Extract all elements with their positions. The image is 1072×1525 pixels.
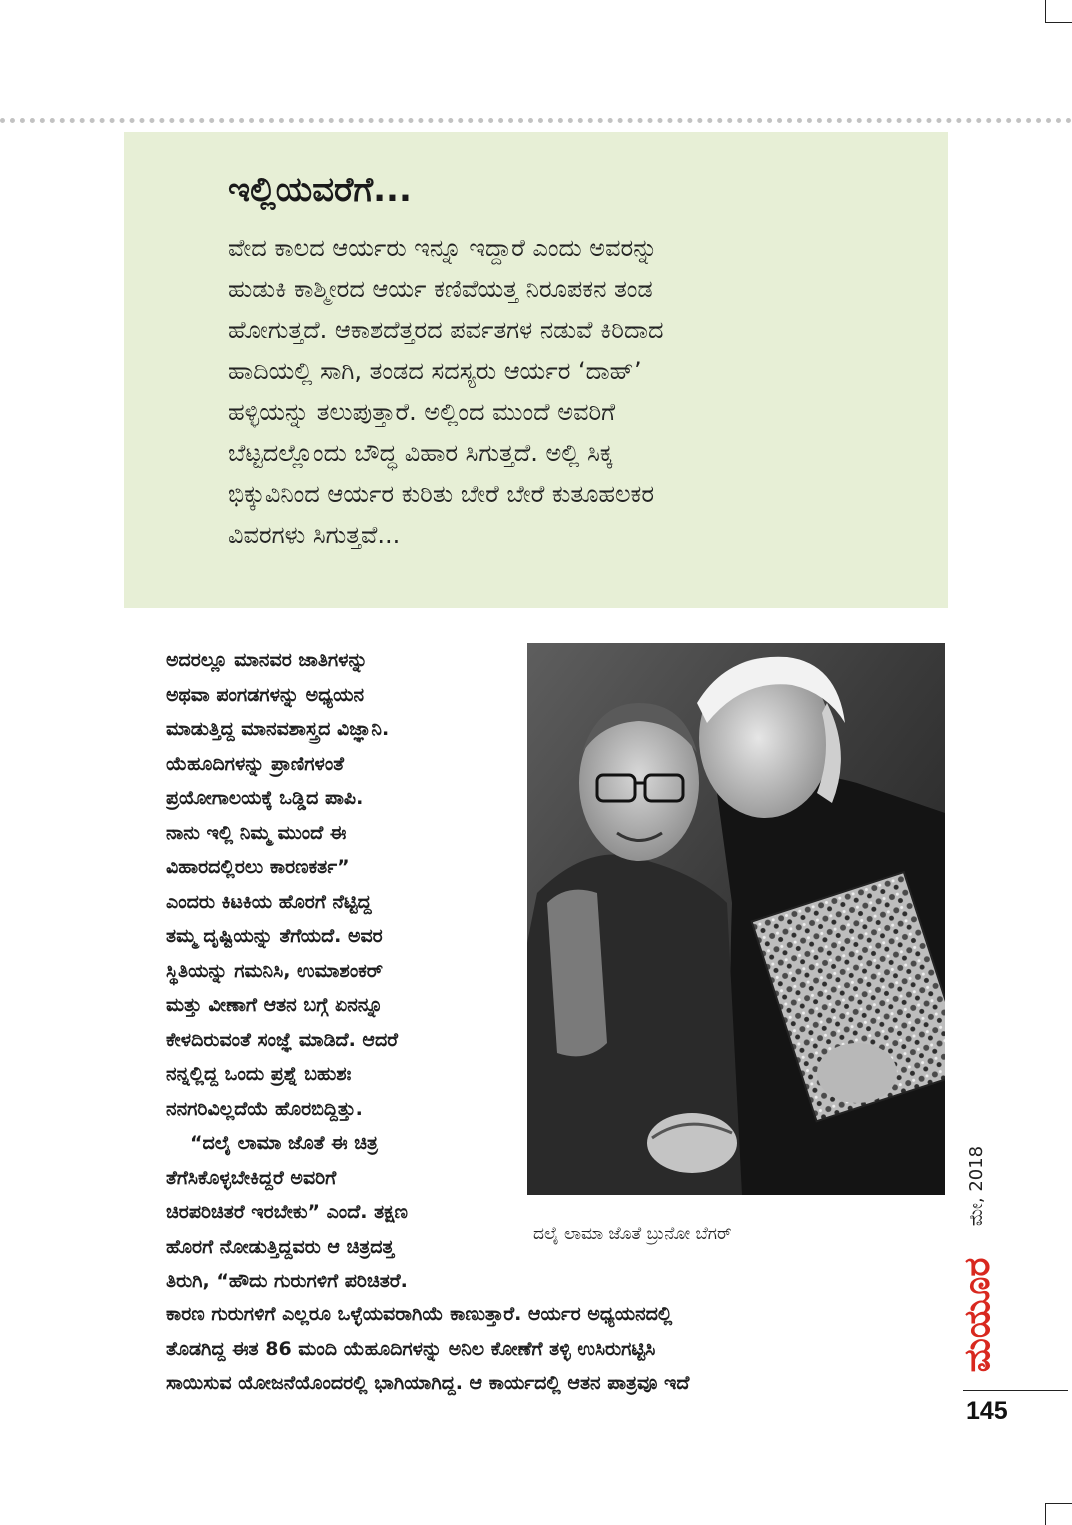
recap-line: ಹಳ್ಳಿಯನ್ನು ತಲುಪುತ್ತಾರೆ. ಅಲ್ಲಿಂದ ಮುಂದೆ ಅವರಿಗೆ <box>228 398 616 426</box>
article-line: ನಾನು ಇಲ್ಲಿ ನಿಮ್ಮ ಮುಂದೆ ಈ <box>166 821 347 844</box>
article-line: ಚಿರಪರಿಚಿತರೆ ಇರಬೇಕು” ಎಂದೆ. ತಕ್ಷಣ <box>166 1201 408 1223</box>
recap-line: ಭಿಕ್ಕುವಿನಿಂದ ಆರ್ಯರ ಕುರಿತು ಬೇರೆ ಬೇರೆ ಕುತೂಹಲಕರ <box>228 480 655 508</box>
recap-line: ವಿವರಗಳು ಸಿಗುತ್ತವೆ... <box>228 521 401 549</box>
article-line: ಹೊರಗೆ ನೋಡುತ್ತಿದ್ದವರು ಆ ಚಿತ್ರದತ್ತ <box>166 1235 395 1258</box>
page-number: 145 <box>966 1397 1008 1425</box>
recap-title: ಇಲ್ಲಿಯವರೆಗೆ... <box>228 170 412 210</box>
article-line: ಸ್ಥಿತಿಯನ್ನು ಗಮನಿಸಿ, ಉಮಾಶಂಕರ್ <box>166 959 384 982</box>
magazine-logo: ಮಯೂರ <box>957 1257 998 1373</box>
page-number-rule <box>963 1390 1068 1391</box>
recap-line: ಹುಡುಕಿ ಕಾಶ್ಮೀರದ ಆರ್ಯ ಕಣಿವೆಯತ್ತ ನಿರೂಪಕನ ತಂಡ <box>228 275 653 303</box>
man-hand-on-book <box>817 1043 897 1103</box>
article-line: ನನಗರಿವಿಲ್ಲದೆಯೆ ಹೊರಬಿದ್ದಿತ್ತು. <box>166 1097 363 1120</box>
article-line: ಯೆಹೂದಿಗಳನ್ನು ಪ್ರಾಣಿಗಳಂತೆ <box>166 752 345 775</box>
crop-mark-bottom-right-horizontal <box>1045 1503 1072 1504</box>
dotted-separator <box>0 118 1072 123</box>
article-column <box>166 643 511 1299</box>
recap-line: ಹಾದಿಯಲ್ಲಿ ಸಾಗಿ, ತಂಡದ ಸದಸ್ಯರು ಆರ್ಯರ ‘ದಾಹ್’ <box>228 357 642 385</box>
handshake <box>647 1113 737 1173</box>
article-line: ತೊಡಗಿದ್ದ ಈತ 86 ಮಂದಿ ಯೆಹೂದಿಗಳನ್ನು ಅನಿಲ ಕೋಣೆಗೆ ತಳ್ಳಿ ಉಸಿರುಗಟ್ಟಿಸಿ <box>166 1337 656 1360</box>
recap-box <box>124 132 948 608</box>
recap-line: ಹೋಗುತ್ತದೆ. ಆಕಾಶದೆತ್ತರದ ಪರ್ವತಗಳ ನಡುವೆ ಕಿರಿದಾದ <box>228 316 664 344</box>
photo-dalai-lama-with-bruno-beger <box>527 643 945 1195</box>
article-full-width <box>166 1297 926 1401</box>
article-line: ತಿರುಗಿ, “ಹೌದು ಗುರುಗಳಿಗೆ ಪರಿಚಿತರೆ. <box>166 1270 408 1292</box>
article-line: ವಿಹಾರದಲ್ಲಿರಲು ಕಾರಣಕರ್ತ” <box>166 856 350 878</box>
article-line: ಕಾರಣ ಗುರುಗಳಿಗೆ ಎಲ್ಲರೂ ಒಳ್ಳೆಯವರಾಗಿಯೆ ಕಾಣುತ್ತಾರೆ. ಆರ್ಯರ ಅಧ್ಯಯನದಲ್ಲಿ <box>166 1303 673 1325</box>
article-line: ಅದರಲ್ಲೂ ಮಾನವರ ಜಾತಿಗಳನ್ನು <box>166 649 368 671</box>
article-line: ತಮ್ಮ ದೃಷ್ಟಿಯನ್ನು ತೆಗೆಯದೆ. ಅವರ <box>166 925 383 947</box>
article-line: ಪ್ರಯೋಗಾಲಯಕ್ಕೆ ಒಡ್ಡಿದ ಪಾಪಿ. <box>166 787 364 809</box>
crop-mark-top-right-vertical <box>1045 0 1046 22</box>
article-line: ಸಾಯಿಸುವ ಯೋಜನೆಯೊಂದರಲ್ಲಿ ಭಾಗಿಯಾಗಿದ್ದ. ಆ ಕಾರ್ಯದಲ್ಲಿ ಆತನ ಪಾತ್ರವೂ ಇದೆ <box>166 1372 690 1394</box>
article-paragraph-start: “ದಲೈ ಲಾಮಾ ಜೊತೆ ಈ ಚಿತ್ರ <box>190 1132 378 1154</box>
recap-line: ವೇದ ಕಾಲದ ಆರ್ಯರು ಇನ್ನೂ ಇದ್ದಾರೆ ಎಂದು ಅವರನ್ನು <box>228 234 658 262</box>
article-line: ಕೇಳದಿರುವಂತೆ ಸಂಜ್ಞೆ ಮಾಡಿದೆ. ಆದರೆ <box>166 1028 399 1051</box>
recap-body <box>228 228 918 556</box>
article-line: ಎಂದರು ಕಿಟಕಿಯ ಹೊರಗೆ ನೆಟ್ಟಿದ್ದ <box>166 890 372 913</box>
issue-date: ಮೇ, 2018 <box>966 1145 987 1227</box>
article-line: ಮಾಡುತ್ತಿದ್ದ ಮಾನವಶಾಸ್ತ್ರದ ವಿಜ್ಞಾನಿ. <box>166 718 390 740</box>
crop-mark-bottom-right-vertical <box>1045 1503 1046 1525</box>
photo-illustration <box>527 643 945 1195</box>
article-line: ನನ್ನಲ್ಲಿದ್ದ ಒಂದು ಪ್ರಶ್ನೆ ಬಹುಶಃ <box>166 1063 352 1085</box>
article-line: ತೆಗೆಸಿಕೊಳ್ಳಬೇಕಿದ್ದರೆ ಅವರಿಗೆ <box>166 1166 337 1189</box>
article-line: ಮತ್ತು ವೀಣಾಗೆ ಆತನ ಬಗ್ಗೆ ಏನನ್ನೂ <box>166 994 384 1016</box>
crop-mark-top-right-horizontal <box>1045 22 1072 23</box>
photo-caption: ದಲೈ ಲಾಮಾ ಜೊತೆ ಬ್ರುನೋ ಬೆಗರ್ <box>533 1224 732 1244</box>
recap-line: ಬೆಟ್ಟದಲ್ಲೊಂದು ಬೌದ್ಧ ವಿಹಾರ ಸಿಗುತ್ತದೆ. ಅಲ್ಲಿ ಸಿಕ್ಕ <box>228 439 613 467</box>
bare-arm <box>547 890 607 1057</box>
article-line: ಅಥವಾ ಪಂಗಡಗಳನ್ನು ಅಧ್ಯಯನ <box>166 683 365 706</box>
